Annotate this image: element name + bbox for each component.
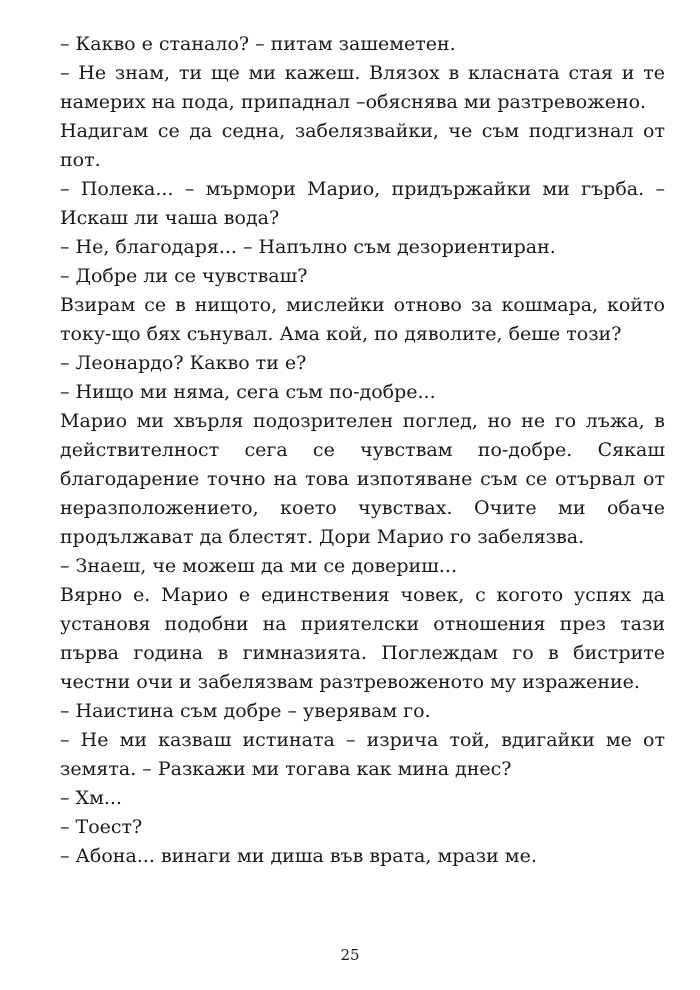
paragraph: – Знаеш, че можеш да ми се довериш...: [60, 555, 458, 577]
paragraph: – Полека... – мърмори Марио, придържайки ми гърба. – Искаш ли чаша вода?: [60, 178, 665, 229]
paragraph: – Не, благодаря... – Напълно съм дезориентиран.: [60, 236, 556, 258]
paragraph: Надигам се да седна, забелязвайки, че съм подгизнал от пот.: [60, 120, 665, 171]
paragraph: – Тоест?: [60, 816, 143, 838]
paragraph: – Добре ли се чувстваш?: [60, 265, 308, 287]
paragraph: – Нищо ми няма, сега съм по-добре...: [60, 381, 436, 403]
paragraph: – Какво е станало? – питам зашеметен.: [60, 33, 456, 55]
body-text: [60, 30, 665, 871]
paragraph: – Наистина съм добре – уверявам го.: [60, 700, 431, 722]
paragraph: – Не знам, ти ще ми кажеш. Влязох в класната стая и те намерих на пода, припаднал –обяснява ми разтревожено.: [60, 62, 665, 113]
paragraph: – Абона... винаги ми диша във врата, мрази ме.: [60, 845, 537, 867]
paragraph: Марио ми хвърля подозрителен поглед, но не го лъжа, в действителност сега се чувствам по-добре. Сякаш благодарение точно на това изпотяване съм се отървал от неразположението, което чувствах. Очите ми обаче продължават да блестят. Дори Марио го забелязва.: [60, 410, 665, 548]
page-number: 25: [340, 946, 360, 964]
paragraph: – Леонардо? Какво ти е?: [60, 352, 307, 374]
paragraph: – Хм...: [60, 787, 122, 809]
paragraph: – Не ми казваш истината – изрича той, вдигайки ме от земята. – Разкажи ми тогава как мина днес?: [60, 729, 665, 780]
paragraph: Взирам се в нищото, мислейки отново за кошмара, който току-що бях сънувал. Ама кой, по дяволите, беше този?: [60, 294, 665, 345]
paragraph: Вярно е. Марио е единствения човек, с когото успях да установя подобни на приятелски отношения през тази първа година в гимназията. Поглеждам го в бистрите честни очи и забелязвам разтревоженото му изражение.: [60, 584, 665, 693]
